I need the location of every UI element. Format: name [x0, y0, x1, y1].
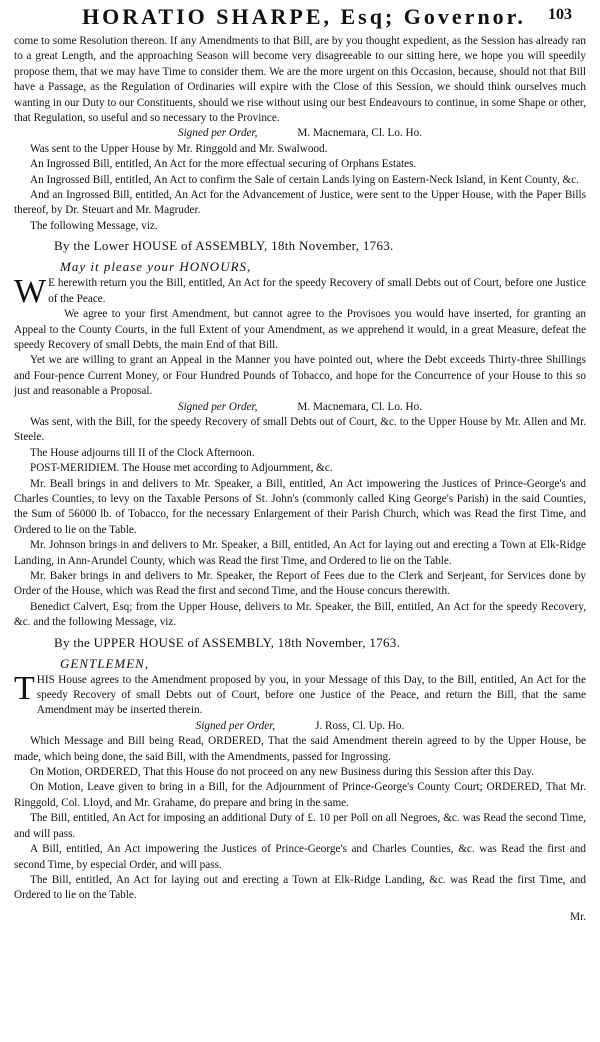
paragraph: On Motion, ORDERED, That this House do not proceed on any new Business during this Session after this Day. — [30, 766, 535, 779]
clerk-name: M. Macnemara, Cl. Lo. Ho. — [297, 127, 423, 140]
paragraph: Was sent, with the Bill, for the speedy Recovery of small Debts out of Court, &c. to the Upper House by Mr. Allen and Mr. Steele. — [14, 415, 586, 444]
drop-cap: T — [14, 669, 35, 707]
page-number: 103 — [548, 6, 572, 23]
signature-line — [14, 719, 586, 734]
paragraph: Yet we are willing to grant an Appeal in the Manner you have pointed out, where the Debt exceeds Thirty-three Shillings and Four-pence Current Money, or Four Hundred Pounds of Tobacco, and hope for the Concurrence of your House to this so just and reasonable a Proposal. — [14, 354, 586, 398]
paragraph: The following Message, viz. — [30, 219, 158, 232]
paragraph: An Ingrossed Bill, entitled, An Act for the more effectual securing of Orphans Estates. — [30, 158, 417, 171]
paragraph: An Ingrossed Bill, entitled, An Act to confirm the Sale of certain Lands lying on Eastern-Neck Island, in Kent County, &c. — [30, 173, 579, 186]
paragraph: And an Ingrossed Bill, entitled, An Act for the Advancement of Justice, were sent to the Upper House, with the Paper Bills thereof, by Dr. Steuart and Mr. Magruder. — [14, 189, 586, 217]
signed-per-order: Signed per Order, — [177, 400, 258, 413]
salutation: GENTLEMEN, — [60, 655, 150, 671]
paragraph-text: HIS House agrees to the Amendment proposed by you, in your Message of this Day, to the Bill, entitled, An Act for the speedy Recovery of small Debts out of Court, before one Justice of the Peace, and return the Bill, that the same Amendment may be inserted therein. — [36, 673, 586, 717]
clerk-name: J. Ross, Cl. Up. Ho. — [315, 719, 405, 732]
salutation: May it please your HONOURS, — [60, 259, 252, 275]
body-text — [14, 34, 586, 904]
paragraph: We agree to your first Amendment, but cannot agree to the Provisoes you would have inserted, for granting an Appeal to the County Courts, in the full Extent of your Amendment, as we apprehend it would, in a great Measure, defeat the speedy Recovery of small Debts, the main End of that Bill. — [14, 308, 586, 351]
paragraph: come to some Resolution thereon. If any Amendments to that Bill, are by you thought expedient, as the Session has already ran to a great Length, and the approaching Season will become very disagreeable to our sitting here, we hope you will speedily propose them, that we may have Time to consider them. We are the more urgent on this Occasion, because, should not that Bill have a Passage, as the Regulation of Ordinaries will expire with the Close of this Session, we should think ourselves much wanting in our Duty to our Constituents, should we rise without using our best Endeavours to continue, in some Shape or other, that Regulation, so useful and so necessary to the Province. — [14, 35, 586, 125]
paragraph: The House adjourns till II of the Clock Afternoon. — [30, 446, 255, 459]
clerk-name: M. Macnemara, Cl. Lo. Ho. — [297, 400, 423, 413]
message-paragraph — [14, 273, 586, 311]
catchword: Mr. — [570, 910, 586, 923]
paragraph: The Bill, entitled, An Act for imposing an additional Duty of £. 10 per Poll on all Negroes, &c. was Read the second Time, and will pass. — [14, 812, 586, 840]
message-heading: By the UPPER HOUSE of ASSEMBLY, 18th November, 1763. — [54, 634, 401, 650]
paragraph: Mr. Beall brings in and delivers to Mr. Speaker, a Bill, entitled, An Act impowering the Justices of Prince-George's and Charles Counties, to levy on the Taxable Persons of St. John's (commonly called King George's Parish) in the said Counties, the Sum of 56000 lb. of Tobacco, for the necessary Enlargement of their Parish Church, which was Read the first Time, and Ordered to lie on the Table. — [14, 477, 586, 536]
paragraph: Which Message and Bill being Read, ORDERED, That the said Amendment therein agreed to by the Upper House, be made, which being done, the said Bill, with the Amendments, passed for Ingrossing. — [14, 735, 586, 763]
paragraph: POST-MERIDIEM. The House met according to Adjournment, &c. — [30, 462, 333, 475]
message-paragraph — [14, 669, 586, 719]
signed-per-order: Signed per Order, — [177, 127, 258, 140]
drop-cap: W — [14, 273, 47, 311]
paragraph: Mr. Baker brings in and delivers to Mr. Speaker, the Report of Fees due to the Clerk and Serjeant, for Services done by Order of the House, which was Read the first and second Time, and the House concurs therewith. — [14, 570, 586, 598]
signature-line — [14, 400, 586, 415]
signature-line — [14, 126, 586, 141]
signed-per-order: Signed per Order, — [195, 719, 276, 732]
paragraph-text: E herewith return you the Bill, entitled, An Act for the speedy Recovery of small Debts out of Court, before one Justice of the Peace. — [48, 277, 586, 305]
paragraph: Mr. Johnson brings in and delivers to Mr. Speaker, a Bill, entitled, An Act for laying out and erecting a Town at Elk-Ridge Landing, in Ann-Arundel County, which was Read the first Time, and Ordered to lie on the Table. — [14, 539, 586, 567]
message-heading: By the Lower HOUSE of ASSEMBLY, 18th November, 1763. — [54, 238, 394, 254]
paragraph: Benedict Calvert, Esq; from the Upper House, delivers to Mr. Speaker, the Bill, entitled, An Act for the speedy Recovery, &c. and the following Message, viz. — [14, 600, 586, 629]
paragraph: A Bill, entitled, An Act impowering the Justices of Prince-George's and Charles Counties, &c. was Read the first and second Time, by especial Order, and will pass. — [14, 843, 586, 871]
page-header — [14, 0, 586, 34]
paragraph: The Bill, entitled, An Act for laying out and erecting a Town at Elk-Ridge Landing, &c. was Read the first Time, and Ordered to lie on the Table. — [14, 873, 586, 902]
paragraph: On Motion, Leave given to bring in a Bill, for the Adjournment of Prince-George's County Court; ORDERED, That Mr. Ringgold, Col. Lloyd, and Mr. Grahame, do prepare and bring in the same. — [14, 781, 586, 809]
running-title: HORATIO SHARPE, Esq; Governor. — [82, 4, 526, 29]
paragraph: Was sent to the Upper House by Mr. Ringgold and Mr. Swalwood. — [30, 142, 328, 155]
